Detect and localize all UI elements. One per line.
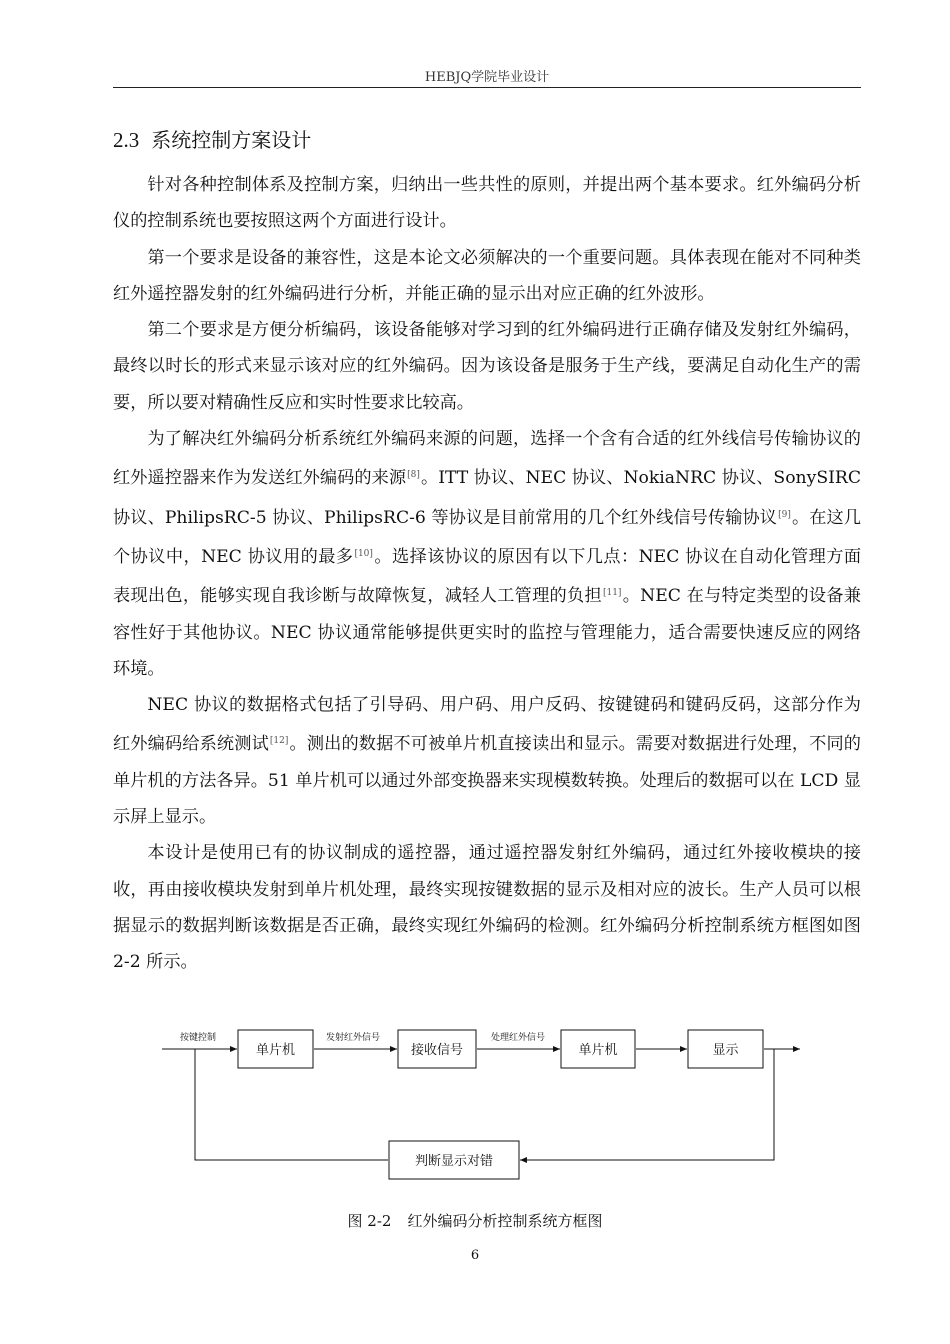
paragraph-text: 。NEC 在与特定类型的设备兼容性好于其他协议。NEC 协议通常能够提供更实时的监控与管理能力，适合需要快速反应的网络环境。 [113,586,861,679]
body-paragraph [113,421,861,687]
page-number: 6 [470,1248,480,1263]
paragraph-text: 。测出的数据不可被单片机直接读出和显示。需要对数据进行处理，不同的单片机的方法各异。51 单片机可以通过外部变换器来实现模数转换。处理后的数据可以在 LCD 显示屏上显示。 [113,734,861,828]
judge-label: 判断显示对错 [414,1154,494,1169]
mcu2-label: 单片机 [578,1043,618,1058]
body-paragraph [113,167,861,240]
paragraph-text: 针对各种控制体系及控制方案，归纳出一些共性的原则，并提出两个基本要求。红外编码分析仪的控制系统也要按照这两个方面进行设计。 [113,175,861,232]
body-paragraph [113,240,861,313]
citation-marker: [8] [407,470,420,481]
figure-caption-text: 红外编码分析控制系统方框图 [407,1212,603,1230]
citation-marker: [10] [354,548,373,559]
citation-marker: [9] [778,509,791,520]
body-text [113,167,861,981]
paragraph-text: 本设计是使用已有的协议制成的遥控器，通过遥控器发射红外编码，通过红外接收模块的接收，再由接收模块发射到单片机处理，最终实现按键数据的显示及相对应的波长。生产人员可以根据显示的数据判断该数据是否正确，最终实现红外编码的检测。红外编码分析控制系统方框图如图 2-2 所示。 [113,843,861,973]
paragraph-text: 第二个要求是方便分析编码，该设备能够对学习到的红外编码进行正确存储及发射红外编码，最终以时长的形式来显示该对应的红外编码。因为该设备是服务于生产线，要满足自动化生产的需要，所以要对精确性反应和实时性要求比较高。 [113,320,861,413]
running-header: HEBJQ学院毕业设计 [424,70,550,85]
body-paragraph [113,312,861,421]
section-number: 2.3 [113,128,140,152]
section-title: 系统控制方案设计 [151,128,312,152]
paragraph-text: 。ITT 协议、NEC 协议、NokiaNRC 协议、SonySIRC 协议、PhilipsRC-5 协议、PhilipsRC-6 等协议是目前常用的几个红外线信号传输协议 [113,468,861,528]
citation-marker: [11] [602,588,622,599]
paragraph-text: 。选择该协议的原因有以下几点：NEC 协议在自动化管理方面表现出色，能够实现自我诊断与故障恢复，减轻人工管理的负担 [113,546,862,607]
send-ir-label: 发射红外信号 [325,1033,381,1043]
paragraph-text: 。在这几个协议中，NEC 协议用的最多 [113,507,861,567]
mcu1-label: 单片机 [255,1043,296,1058]
block-diagram [150,1020,810,1190]
paragraph-text: 为了解决红外编码分析系统红外编码来源的问题，选择一个含有合适的红外线信号传输协议的红外遥控器来作为发送红外编码的来源 [113,429,861,489]
body-paragraph [113,687,861,835]
paragraph-text: NEC 协议的数据格式包括了引导码、用户码、用户反码、按键键码和键码反码，这部分作为红外编码给系统测试 [113,695,861,755]
display-label: 显示 [712,1043,739,1058]
receive-label: 接收信号 [410,1043,464,1058]
section-heading [113,124,311,153]
process-ir-label: 处理红外信号 [490,1033,546,1043]
paragraph-text: 第一个要求是设备的兼容性，这是本论文必须解决的一个重要问题。具体表现在能对不同种类红外遥控器发射的红外编码进行分析，并能正确的显示出对应正确的红外波形。 [113,247,861,304]
input-label: 按键控制 [180,1033,217,1043]
header-rule [113,87,861,88]
figure-caption [0,1210,950,1231]
figure-number: 图 2-2 [347,1212,392,1230]
body-paragraph [113,835,861,980]
citation-marker: [12] [269,736,289,747]
